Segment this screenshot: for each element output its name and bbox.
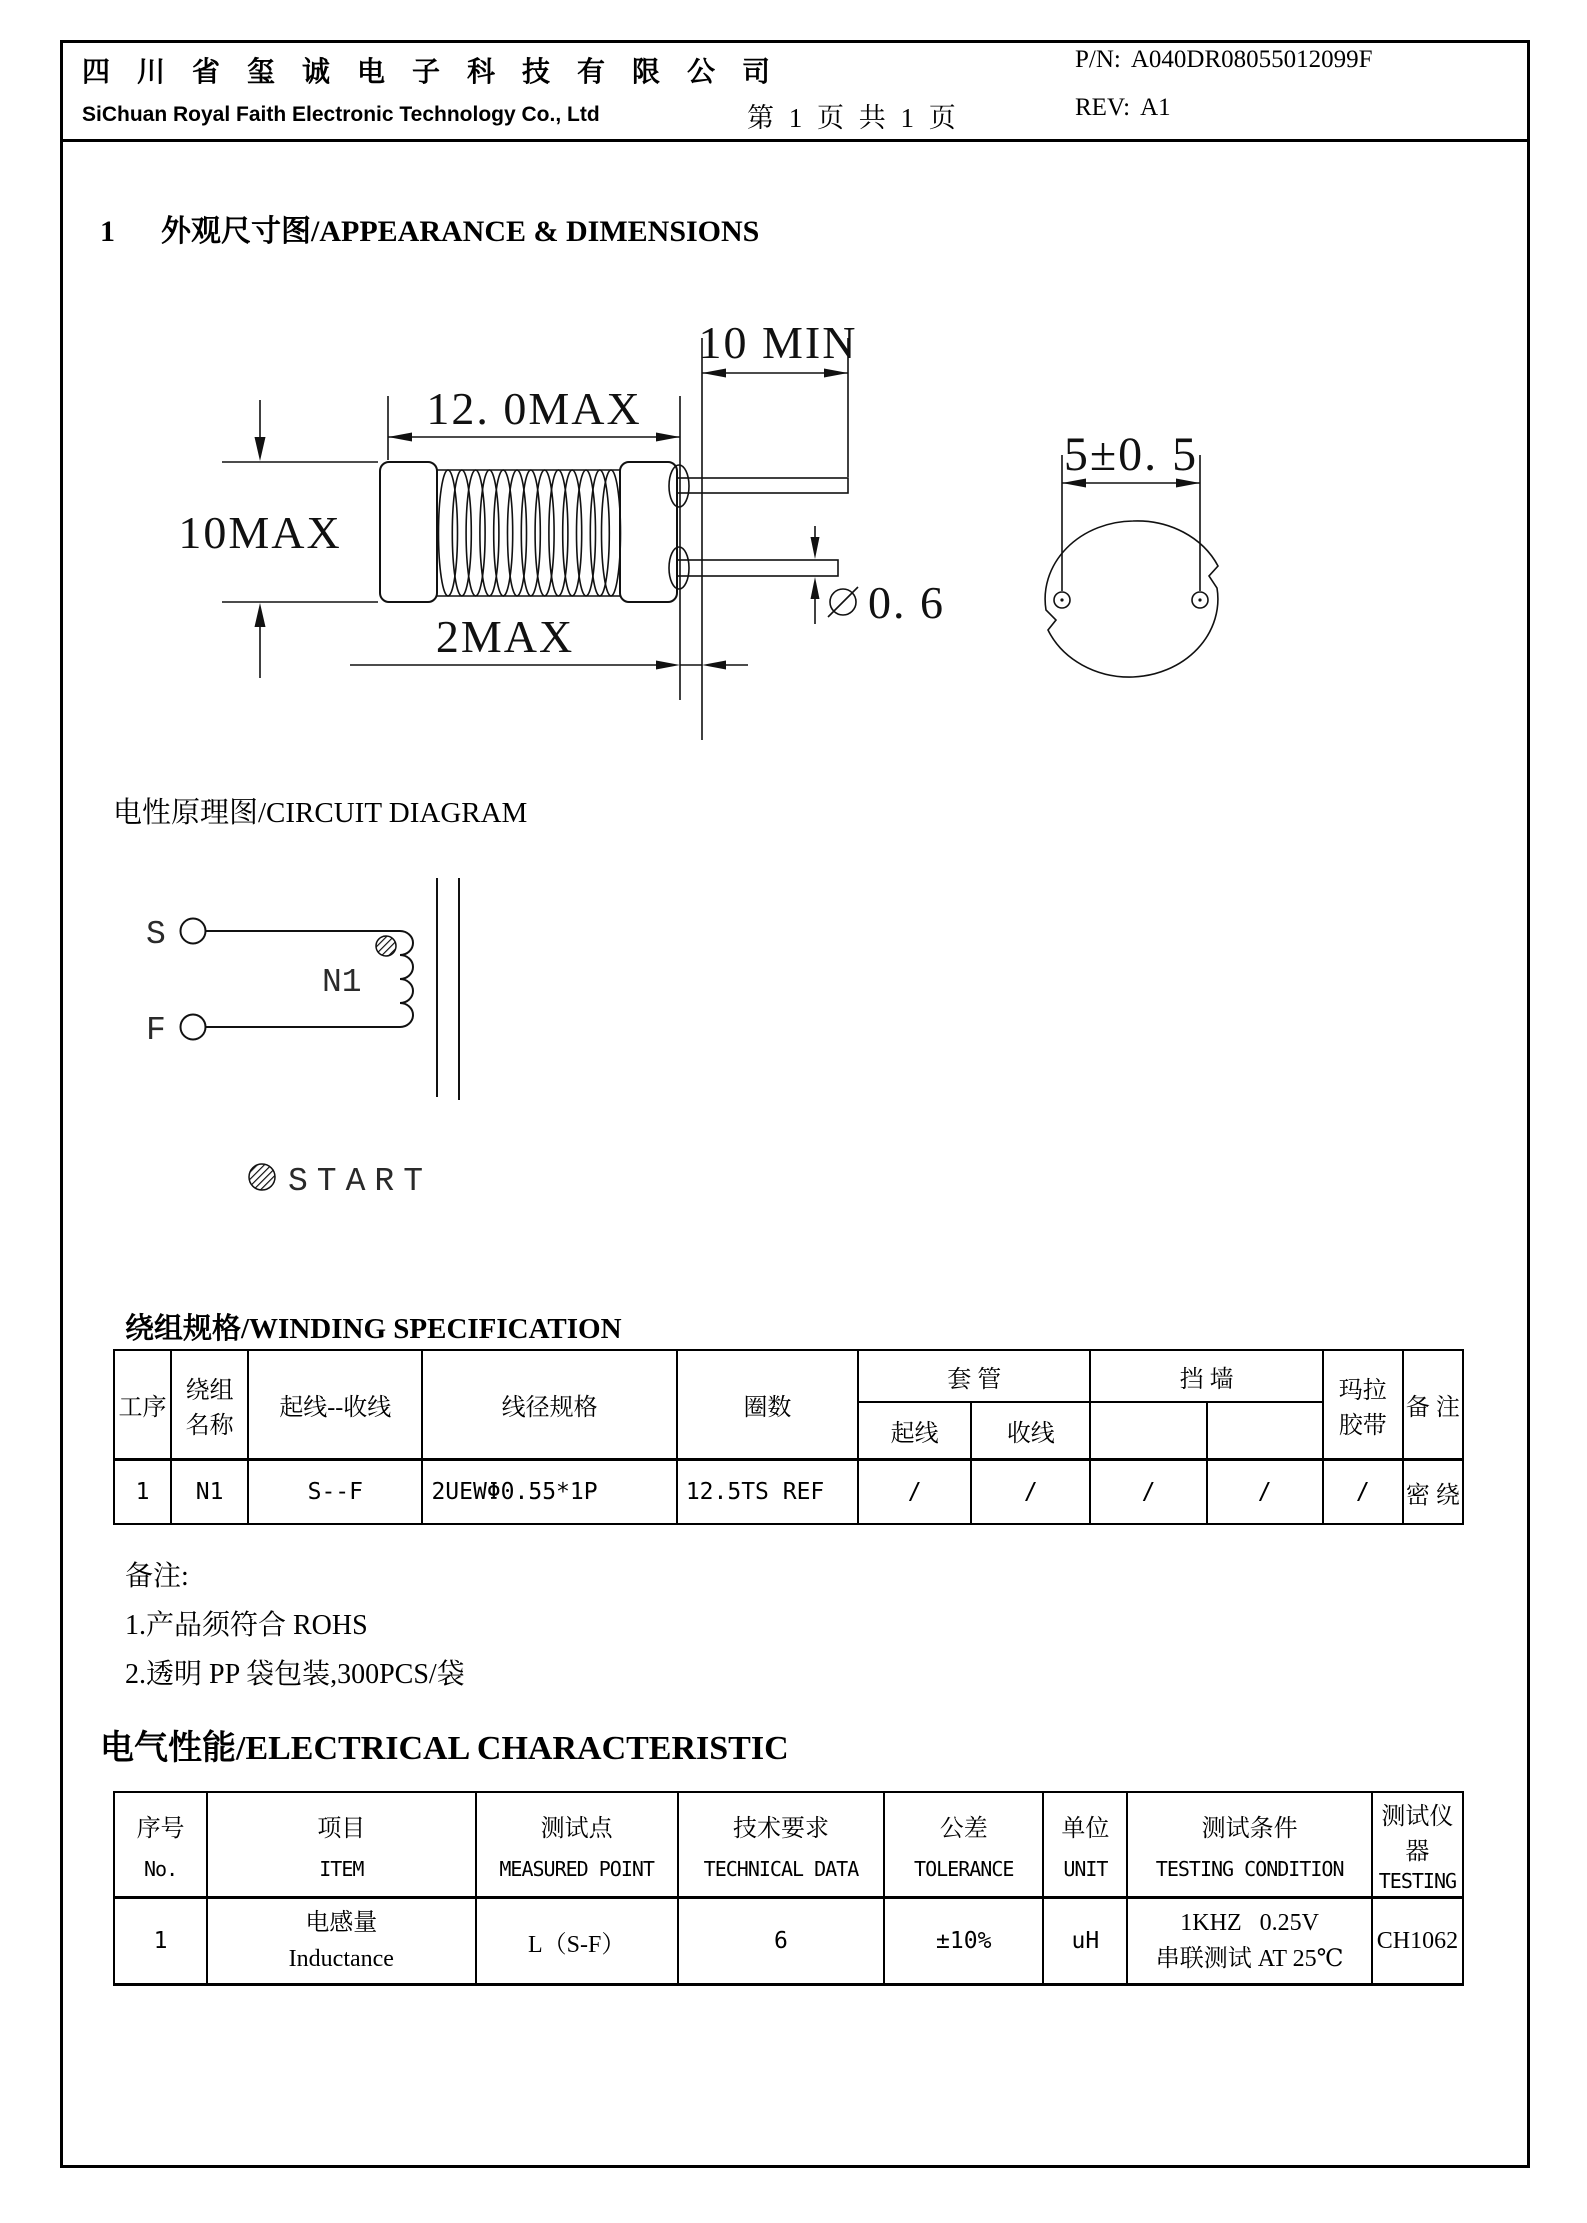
wval-wire-spec: 2UEWΦ0.55*1P — [422, 1460, 676, 1525]
ecol-tol-en: TOLERANCE — [914, 1857, 1014, 1882]
dim-lead-spacing — [1062, 428, 1200, 591]
ecol-tol-cn: 公差 — [939, 1815, 988, 1842]
section-number: 1 — [100, 215, 115, 248]
eval-cond-line1: 1KHZ 0.25V — [1180, 1910, 1319, 1936]
dim-body-height — [178, 400, 378, 678]
inductor-front-view — [1045, 428, 1218, 677]
dim-body-width-label: 12. 0MAX — [426, 383, 642, 434]
wcol-process: 工序 — [114, 1350, 171, 1460]
ecol-item-cn: 项目 — [317, 1815, 366, 1842]
wcol-winding-name — [171, 1350, 248, 1460]
eval-unit: uH — [1043, 1898, 1127, 1985]
wcol-turns: 圈数 — [677, 1350, 858, 1460]
ecol-unit — [1043, 1792, 1127, 1898]
appearance-drawing — [100, 300, 1320, 740]
dim-lead-diameter — [811, 526, 946, 628]
electrical-section-title: 电气性能/ELECTRICAL CHARACTERISTIC — [100, 1730, 789, 1767]
company-name-en: SiChuan Royal Faith Electronic Technology Co., Ltd — [82, 103, 600, 126]
dim-lead-length-label: 10 MIN — [698, 317, 858, 368]
part-number-value: A040DR08055012099F — [1130, 46, 1373, 73]
wval-no: 1 — [114, 1460, 171, 1525]
ecol-tech-cn: 技术要求 — [732, 1815, 829, 1842]
part-number-row — [1075, 46, 1373, 74]
wval-sleeve-finish: / — [971, 1460, 1090, 1525]
electrical-table-row — [114, 1898, 1463, 1985]
eval-cond — [1127, 1898, 1371, 1985]
ecol-cond-en: TESTING CONDITION — [1155, 1857, 1344, 1882]
ecol-point-cn: 测试点 — [540, 1815, 613, 1842]
eval-item-cn: 电感量 — [305, 1910, 378, 1936]
ecol-tol — [884, 1792, 1043, 1898]
wval-barrier-2: / — [1207, 1460, 1323, 1525]
circuit-diagram — [100, 850, 720, 1250]
dim-lead-diameter-label: 0. 6 — [868, 577, 945, 628]
winding-section-title: 绕组规格/WINDING SPECIFICATION — [125, 1313, 622, 1345]
part-number-label: P/N: — [1075, 46, 1121, 73]
inductor-side-view — [380, 462, 848, 602]
notes-block — [125, 1552, 465, 1699]
wcol-tape-line1: 玛拉 — [1338, 1377, 1387, 1404]
wcol-winding-name-line1: 绕组 — [185, 1377, 234, 1404]
wcol-sleeve-finish: 收线 — [971, 1402, 1090, 1460]
wcol-barrier: 挡 墙 — [1090, 1350, 1322, 1402]
appearance-section-title — [100, 206, 759, 250]
ecol-unit-cn: 单位 — [1061, 1815, 1110, 1842]
header-divider — [60, 139, 1530, 142]
eval-item-en: Inductance — [288, 1946, 394, 1972]
wcol-start-finish: 起线--收线 — [248, 1350, 422, 1460]
ecol-item — [207, 1792, 475, 1898]
eval-point: L（S-F） — [476, 1898, 678, 1985]
ecol-tech — [678, 1792, 884, 1898]
start-legend — [249, 1163, 432, 1200]
wval-barrier-1: / — [1090, 1460, 1206, 1525]
ecol-inst — [1372, 1792, 1463, 1898]
dim-flange-thickness — [350, 611, 748, 670]
winding-start-dot — [376, 936, 396, 956]
wcol-sleeve: 套 管 — [858, 1350, 1090, 1402]
ecol-cond — [1127, 1792, 1371, 1898]
eval-tol: ±10% — [884, 1898, 1043, 1985]
wval-start-finish: S--F — [248, 1460, 422, 1525]
eval-item — [207, 1898, 475, 1985]
eval-instrument: CH1062 — [1372, 1898, 1463, 1985]
section-title-text: 外观尺寸图/APPEARANCE & DIMENSIONS — [161, 215, 760, 248]
ecol-no-en: No. — [144, 1857, 178, 1882]
winding-table-row — [114, 1460, 1463, 1525]
wval-name: N1 — [171, 1460, 248, 1525]
revision-row — [1075, 94, 1171, 122]
ecol-item-en: ITEM — [319, 1857, 364, 1882]
wval-sleeve-start: / — [858, 1460, 971, 1525]
wcol-barrier-2 — [1207, 1402, 1323, 1460]
wcol-wire-spec: 线径规格 — [422, 1350, 676, 1460]
start-legend-dot — [249, 1164, 275, 1190]
winding-n1-label: N1 — [322, 964, 362, 1001]
terminal-f-label: F — [146, 1012, 166, 1049]
ecol-tech-en: TECHNICAL DATA — [703, 1857, 859, 1882]
page-indicator: 第 1 页 共 1 页 — [747, 103, 960, 133]
eval-cond-line2: 串联测试 AT 25℃ — [1155, 1946, 1344, 1972]
revision-value: A1 — [1140, 94, 1171, 121]
electrical-table — [113, 1791, 1464, 1986]
ecol-cond-cn: 测试条件 — [1201, 1815, 1298, 1842]
ecol-no-cn: 序号 — [136, 1815, 185, 1842]
notes-item-1: 1.产品须符合 ROHS — [125, 1610, 368, 1641]
wcol-tape — [1323, 1350, 1403, 1460]
ecol-unit-en: UNIT — [1063, 1857, 1108, 1882]
wval-remark: 密 绕 — [1403, 1460, 1463, 1525]
terminal-s-node — [181, 919, 206, 944]
terminal-s-label: S — [146, 916, 166, 953]
ecol-point — [476, 1792, 678, 1898]
circuit-section-title: 电性原理图/CIRCUIT DIAGRAM — [113, 797, 528, 829]
eval-no: 1 — [114, 1898, 207, 1985]
ecol-no — [114, 1792, 207, 1898]
leads — [669, 465, 848, 589]
notes-item-2: 2.透明 PP 袋包装,300PCS/袋 — [125, 1659, 465, 1690]
wcol-winding-name-line2: 名称 — [185, 1412, 234, 1439]
diameter-symbol — [828, 587, 858, 617]
dim-flange-thickness-label: 2MAX — [435, 611, 575, 662]
revision-label: REV: — [1075, 94, 1131, 121]
dim-lead-length — [699, 317, 858, 740]
ecol-inst-cn: 测试仪器 — [1381, 1804, 1454, 1865]
dim-body-height-label: 10MAX — [178, 507, 342, 558]
wcol-remark: 备 注 — [1403, 1350, 1463, 1460]
ecol-point-en: MEASURED POINT — [499, 1857, 654, 1882]
wval-tape: / — [1323, 1460, 1403, 1525]
core-lines — [437, 878, 459, 1100]
dim-lead-spacing-label: 5±0. 5 — [1063, 428, 1199, 481]
wcol-sleeve-start: 起线 — [858, 1402, 971, 1460]
winding-coil — [400, 931, 413, 1027]
notes-title: 备注: — [125, 1561, 189, 1592]
wval-turns: 12.5TS REF — [677, 1460, 858, 1525]
start-legend-label: START — [288, 1163, 433, 1200]
coil-turns — [439, 470, 621, 596]
terminal-f-node — [181, 1015, 206, 1040]
wcol-barrier-1 — [1090, 1402, 1206, 1460]
company-name-cn: 四 川 省 玺 诚 电 子 科 技 有 限 公 司 — [82, 57, 781, 88]
eval-tech: 6 — [678, 1898, 884, 1985]
winding-table — [113, 1349, 1464, 1525]
ecol-inst-en: TESTING — [1378, 1869, 1457, 1893]
wcol-tape-line2: 胶带 — [1338, 1412, 1387, 1439]
